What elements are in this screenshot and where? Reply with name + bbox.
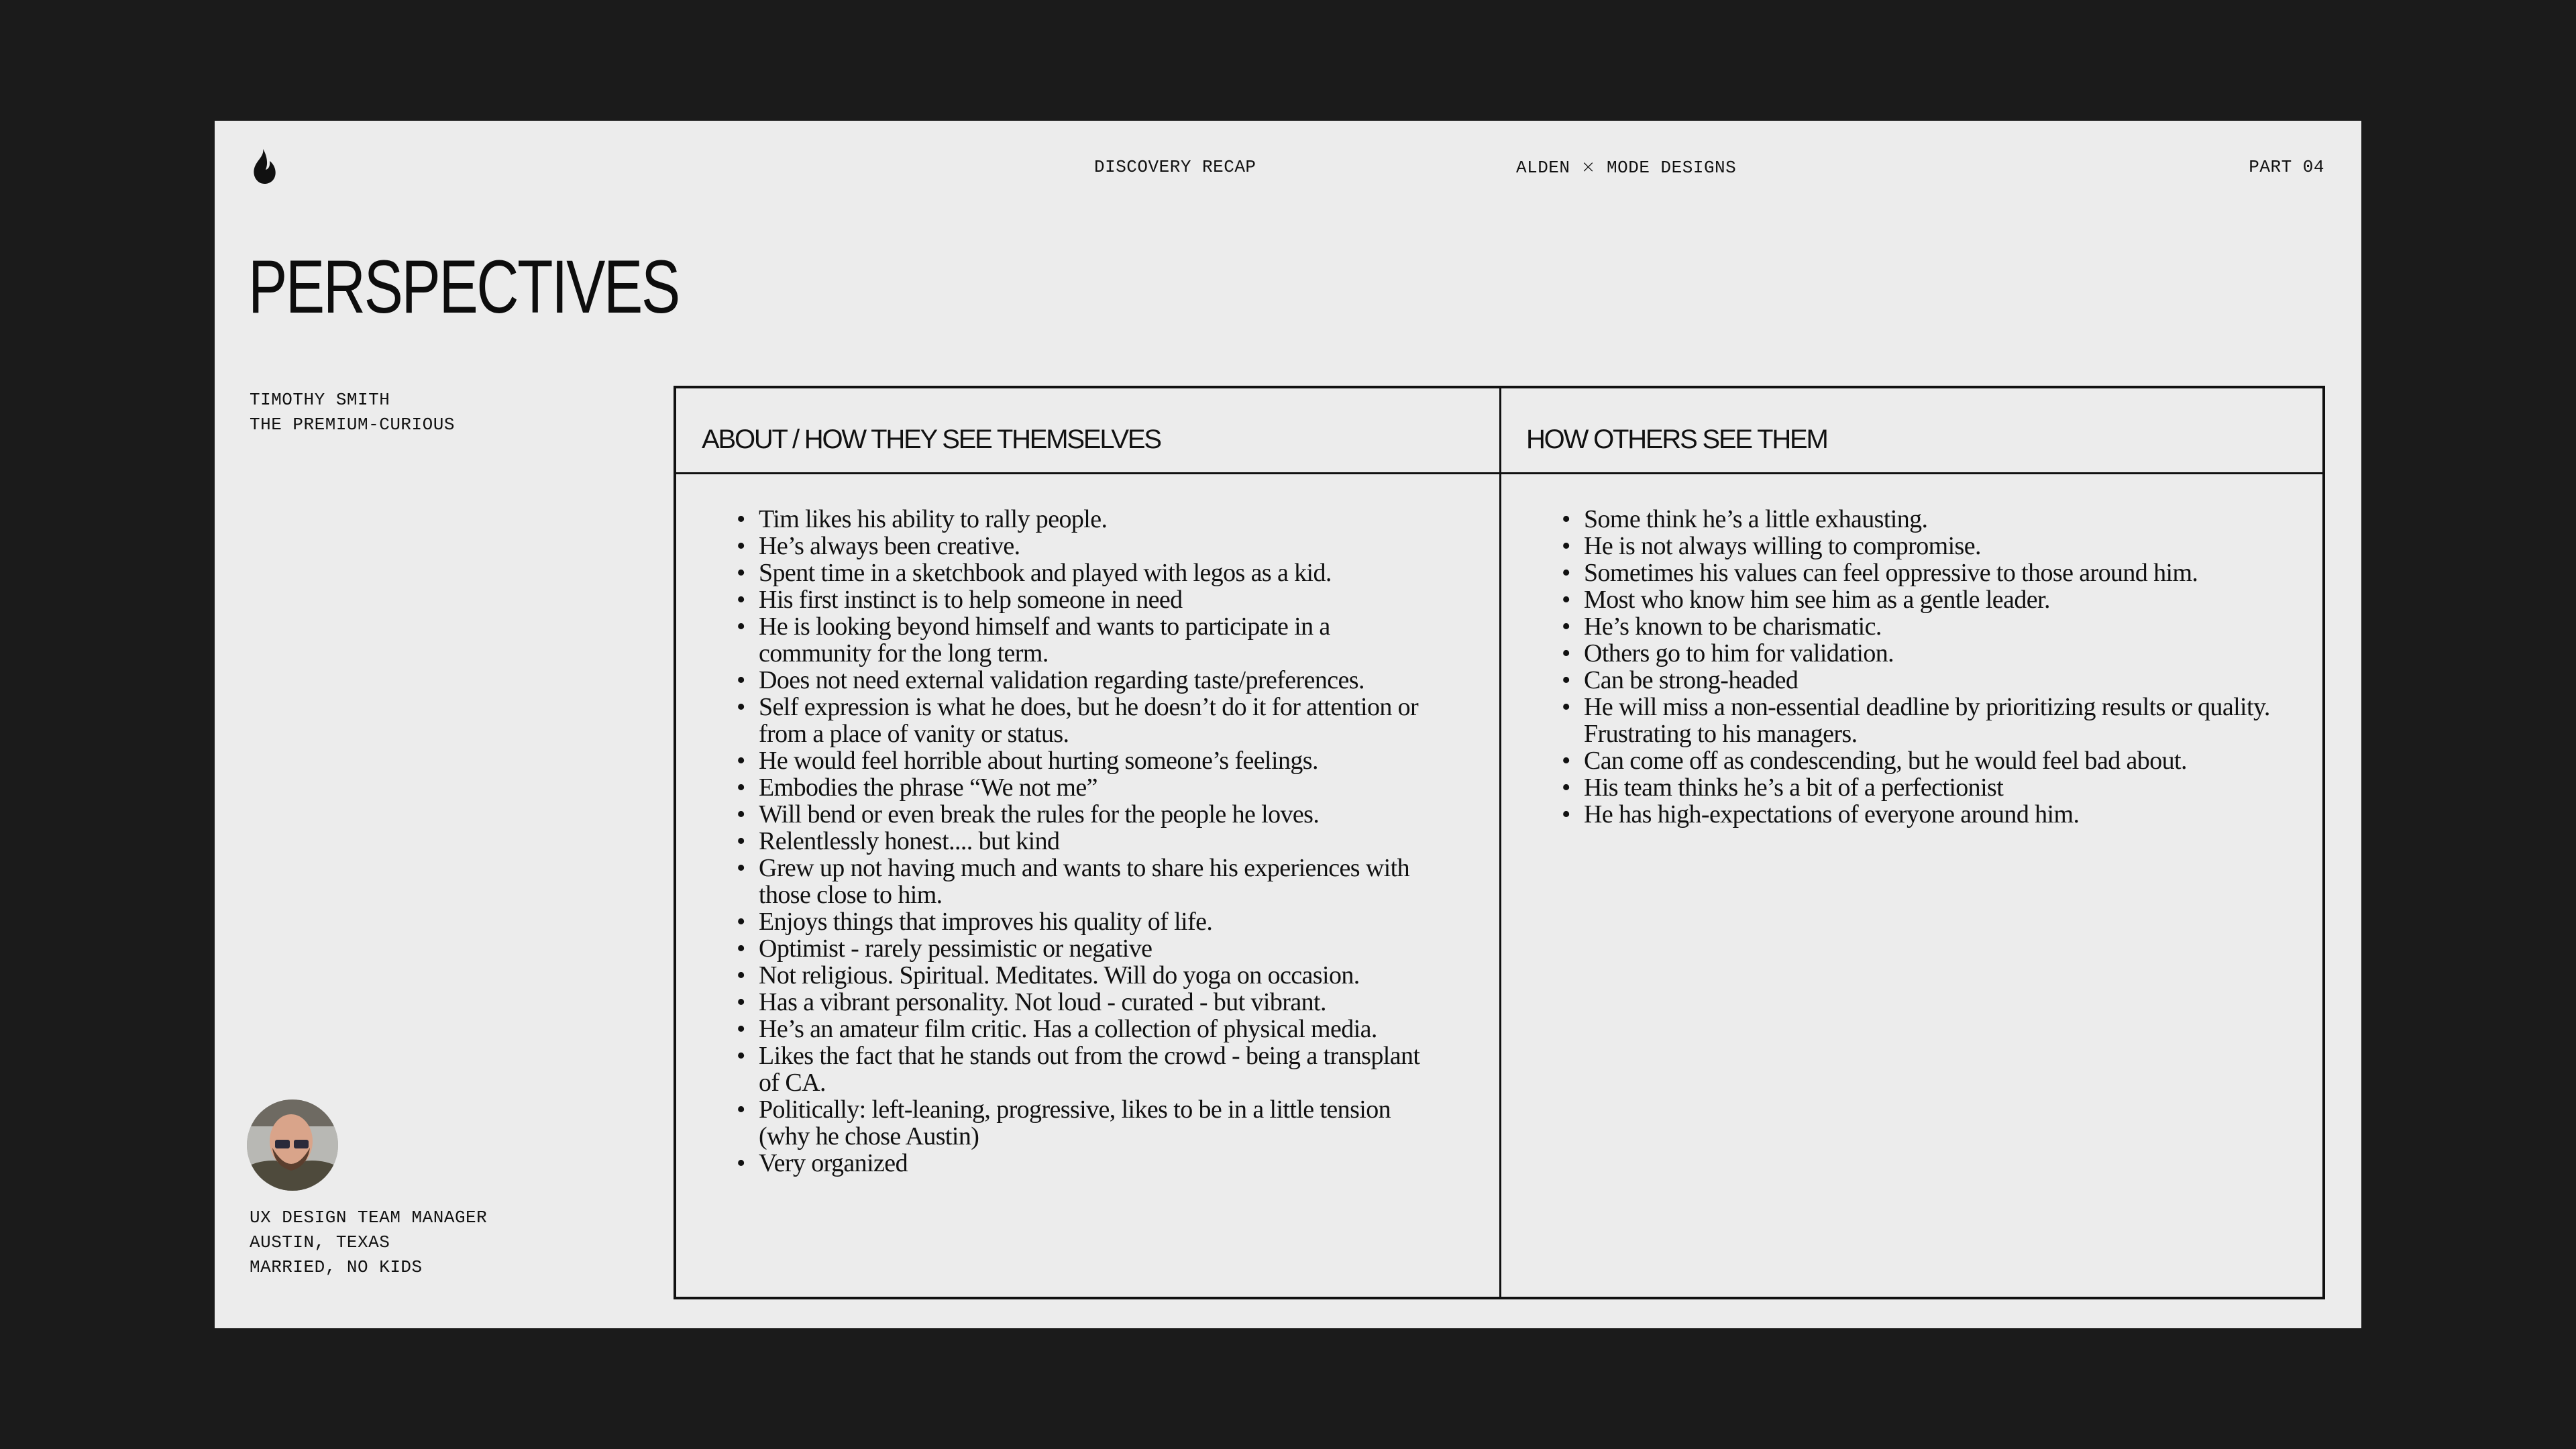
times-icon: ×: [1580, 157, 1596, 177]
list-item: • Politically: left-leaning, progressive, likes to be in a little tension (why he chose Austin): [737, 1096, 1441, 1150]
persona-info: [250, 388, 455, 437]
list-item: • He has high-expectations of everyone around him.: [1562, 801, 2273, 828]
list-item: • Very organized: [737, 1150, 1441, 1177]
list-item: • Embodies the phrase “We not me”: [737, 774, 1441, 801]
list-item: • His first instinct is to help someone in need: [737, 586, 1441, 613]
slide: [215, 121, 2361, 1328]
perspectives-table: [674, 386, 2325, 1299]
list-item: • He’s always been creative.: [737, 533, 1441, 559]
list-item: • Others go to him for validation.: [1562, 640, 2273, 667]
list-item: • Optimist - rarely pessimistic or negative: [737, 935, 1441, 962]
persona-location: AUSTIN, TEXAS: [250, 1232, 390, 1252]
list-item: • Most who know him see him as a gentle leader.: [1562, 586, 2273, 613]
self-perception-list: [737, 506, 1441, 1177]
list-item: • He is looking beyond himself and wants to participate in a community for the long term.: [737, 613, 1441, 667]
list-item: • Can be strong-headed: [1562, 667, 2273, 694]
list-item: • He is not always willing to compromise.: [1562, 533, 2273, 559]
section-label: DISCOVERY RECAP: [1094, 157, 1256, 177]
persona-family: MARRIED, NO KIDS: [250, 1257, 423, 1277]
list-item: • Has a vibrant personality. Not loud - curated - but vibrant.: [737, 989, 1441, 1016]
avatar: [247, 1099, 338, 1191]
list-item: • Grew up not having much and wants to share his experiences with those close to him.: [737, 855, 1441, 908]
others-perception-list: [1562, 506, 2273, 828]
list-item: • Spent time in a sketchbook and played with legos as a kid.: [737, 559, 1441, 586]
list-item: • Relentlessly honest.... but kind: [737, 828, 1441, 855]
flame-icon: [250, 148, 279, 185]
column-heading: HOW OTHERS SEE THEM: [1526, 425, 1827, 454]
persona-name: TIMOTHY SMITH: [250, 390, 390, 410]
persona-archetype: THE PREMIUM-CURIOUS: [250, 415, 455, 435]
list-item: • Likes the fact that he stands out from the crowd - being a transplant of CA.: [737, 1042, 1441, 1096]
column-divider: [1499, 388, 1501, 1297]
collab-label: [1516, 157, 1736, 178]
list-item: • Will bend or even break the rules for the people he loves.: [737, 801, 1441, 828]
list-item: • Some think he’s a little exhausting.: [1562, 506, 2273, 533]
column-header-others: [1501, 388, 2325, 474]
list-item: • Tim likes his ability to rally people.: [737, 506, 1441, 533]
list-item: • He’s known to be charismatic.: [1562, 613, 2273, 640]
column-header-self: [676, 388, 1501, 474]
list-item: • He would feel horrible about hurting someone’s feelings.: [737, 747, 1441, 774]
list-item: • His team thinks he’s a bit of a perfectionist: [1562, 774, 2273, 801]
part-label: PART 04: [2249, 157, 2324, 177]
list-item: • Enjoys things that improves his quality of life.: [737, 908, 1441, 935]
list-item: • Self expression is what he does, but he doesn’t do it for attention or from a place of vanity or status.: [737, 694, 1441, 747]
list-item: • Does not need external validation regarding taste/preferences.: [737, 667, 1441, 694]
list-item: • He’s an amateur film critic. Has a collection of physical media.: [737, 1016, 1441, 1042]
list-item: • Not religious. Spiritual. Meditates. Will do yoga on occasion.: [737, 962, 1441, 989]
list-item: • He will miss a non-essential deadline by prioritizing results or quality. Frustrating to his managers.: [1562, 694, 2273, 747]
list-item: • Can come off as condescending, but he would feel bad about.: [1562, 747, 2273, 774]
collab-left: ALDEN: [1516, 158, 1570, 178]
collab-right: MODE DESIGNS: [1607, 158, 1737, 178]
page-title: PERSPECTIVES: [248, 245, 679, 329]
persona-role: UX DESIGN TEAM MANAGER: [250, 1208, 488, 1228]
list-item: • Sometimes his values can feel oppressive to those around him.: [1562, 559, 2273, 586]
persona-details: [250, 1205, 487, 1280]
column-heading: ABOUT / HOW THEY SEE THEMSELVES: [702, 425, 1161, 454]
